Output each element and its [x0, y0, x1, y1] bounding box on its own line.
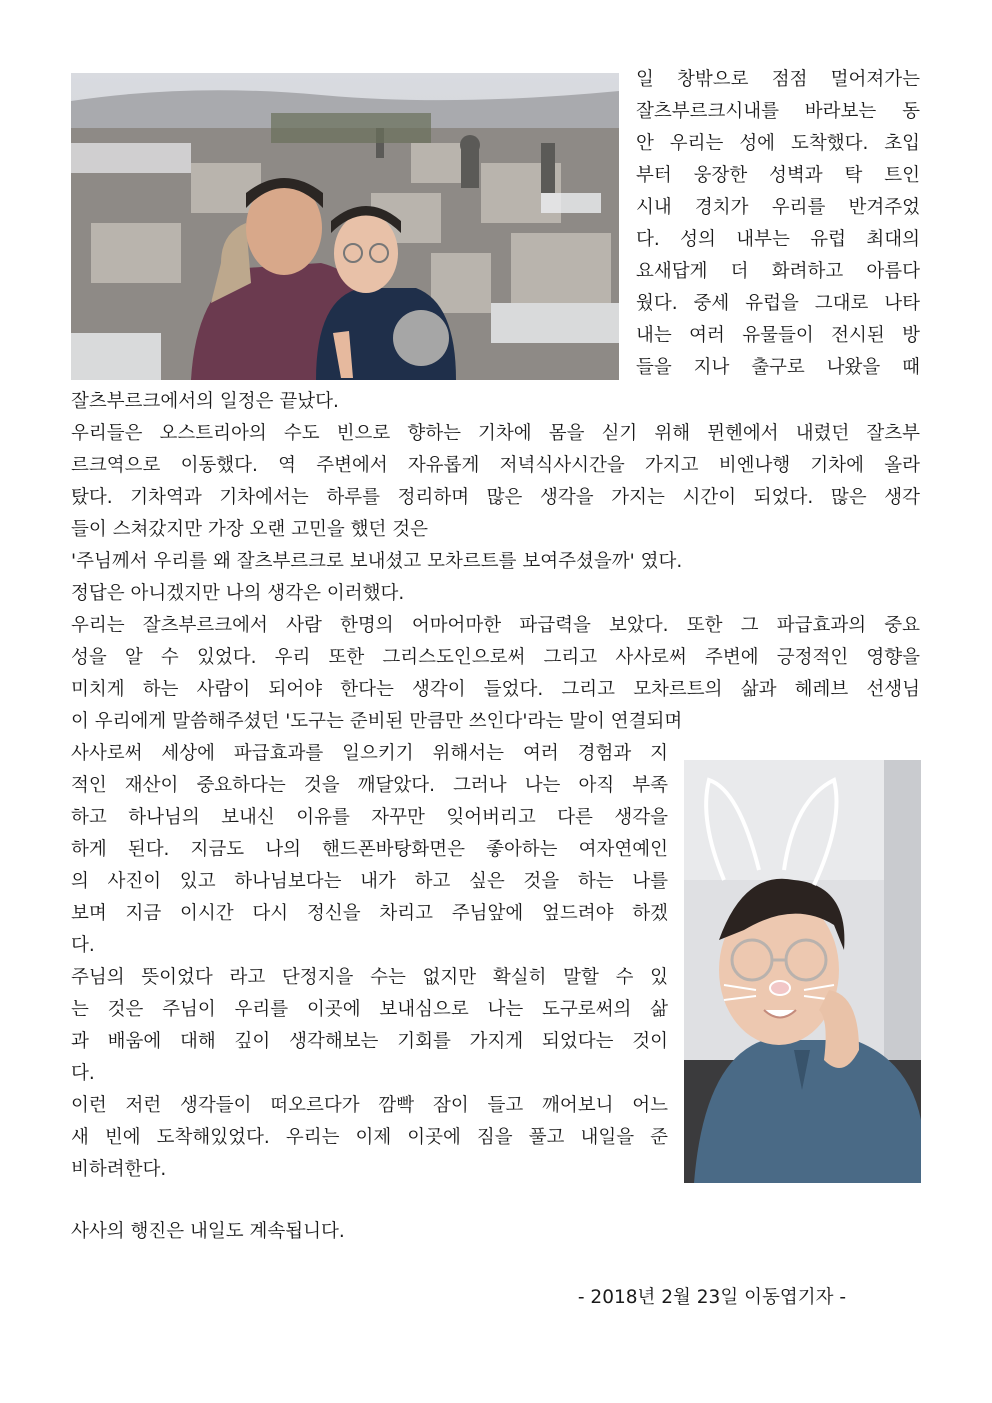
text-line: 들을 지나 출구로 나왔을 때 — [636, 357, 920, 378]
byline-signature: - 2018년 2월 23일 이동엽기자 - — [577, 1287, 846, 1308]
text-line: 다. 성의 내부는 유럽 최대의 — [636, 229, 920, 250]
text-line: 이런 저런 생각들이 떠오르다가 깜빡 잠이 들고 깨어보니 어느 — [71, 1095, 668, 1116]
text-line: 주님의 뜻이었다 라고 단정지을 수는 없지만 확실히 말할 수 있 — [71, 967, 668, 988]
text-line: 는 것은 주님이 우리를 이곳에 보내심으로 나는 도구로써의 삶 — [71, 999, 668, 1020]
text-line: 과 배움에 대해 깊이 생각해보는 기회를 가지게 되었다는 것이 — [71, 1031, 668, 1052]
text-line: 우리는 잘츠부르크에서 사람 한명의 어마어마한 파급력을 보았다. 또한 그 파급효과의 중요 — [71, 615, 920, 636]
text-line: 정답은 아니겠지만 나의 생각은 이러했다. — [71, 583, 405, 604]
text-line: 시내 경치가 우리를 반겨주었 — [636, 197, 920, 218]
text-line: 우리들은 오스트리아의 수도 빈으로 향하는 기차에 몸을 싣기 위해 뮌헨에서 내렸던 잘츠부 — [71, 423, 920, 444]
text-line: 다. — [71, 935, 95, 956]
text-line: 안 우리는 성에 도착했다. 초입 — [636, 133, 920, 154]
text-line: 보며 지금 이시간 다시 정신을 차리고 주님앞에 엎드려야 하겠 — [71, 903, 668, 924]
text-line: 들이 스쳐갔지만 가장 오랜 고민을 했던 것은 — [71, 519, 428, 540]
text-line: 잘츠부르크시내를 바라보는 동 — [636, 101, 920, 122]
salzburg-selfie-photo — [71, 73, 619, 380]
text-line: 의 사진이 있고 하나님보다는 내가 하고 싶은 것을 하는 나를 — [71, 871, 668, 892]
text-line: 적인 재산이 중요하다는 것을 깨달았다. 그러나 나는 아직 부족 — [71, 775, 668, 796]
text-line: 비하려한다. — [71, 1159, 167, 1180]
student-selfie-photo — [684, 760, 921, 1183]
text-line: 탔다. 기차역과 기차에서는 하루를 정리하며 많은 생각을 가지는 시간이 되었다. 많은 생각 — [71, 487, 920, 508]
text-line: 부터 웅장한 성벽과 탁 트인 — [636, 165, 920, 186]
text-line: 일 창밖으로 점점 멀어져가는 — [636, 69, 920, 90]
text-line: 미치게 하는 사람이 되어야 한다는 생각이 들었다. 그리고 모차르트의 삶과 헤레브 선생님 — [71, 679, 920, 700]
text-line: 요새답게 더 화려하고 아름다 — [636, 261, 920, 282]
text-line: 잘츠부르크에서의 일정은 끝났다. — [71, 391, 339, 412]
text-line: 내는 여러 유물들이 전시된 방 — [636, 325, 920, 346]
text-line: 사사로써 세상에 파급효과를 일으키기 위해서는 여러 경험과 지 — [71, 743, 668, 764]
text-line: 르크역으로 이동했다. 역 주변에서 자유롭게 저녁식사시간을 가지고 비엔나행 기차에 올라 — [71, 455, 920, 476]
text-line: 새 빈에 도착해있었다. 우리는 이제 이곳에 짐을 풀고 내일을 준 — [71, 1127, 668, 1148]
text-line: 성을 알 수 있었다. 우리 또한 그리스도인으로써 그리고 사사로써 주변에 긍정적인 영향을 — [71, 647, 920, 668]
text-line: 하고 하나님의 보내신 이유를 자꾸만 잊어버리고 다른 생각을 — [71, 807, 668, 828]
text-line: 하게 된다. 지금도 나의 핸드폰바탕화면은 좋아하는 여자연예인 — [71, 839, 668, 860]
text-line: 이 우리에게 말씀해주셨던 '도구는 준비된 만큼만 쓰인다'라는 말이 연결되며 — [71, 711, 683, 732]
closing-line: 사사의 행진은 내일도 계속됩니다. — [71, 1221, 345, 1242]
text-line: 다. — [71, 1063, 95, 1084]
text-line: 웠다. 중세 유럽을 그대로 나타 — [636, 293, 920, 314]
text-line: '주님께서 우리를 왜 잘츠부르크로 보내셨고 모차르트를 보여주셨을까' 였다. — [71, 551, 683, 572]
